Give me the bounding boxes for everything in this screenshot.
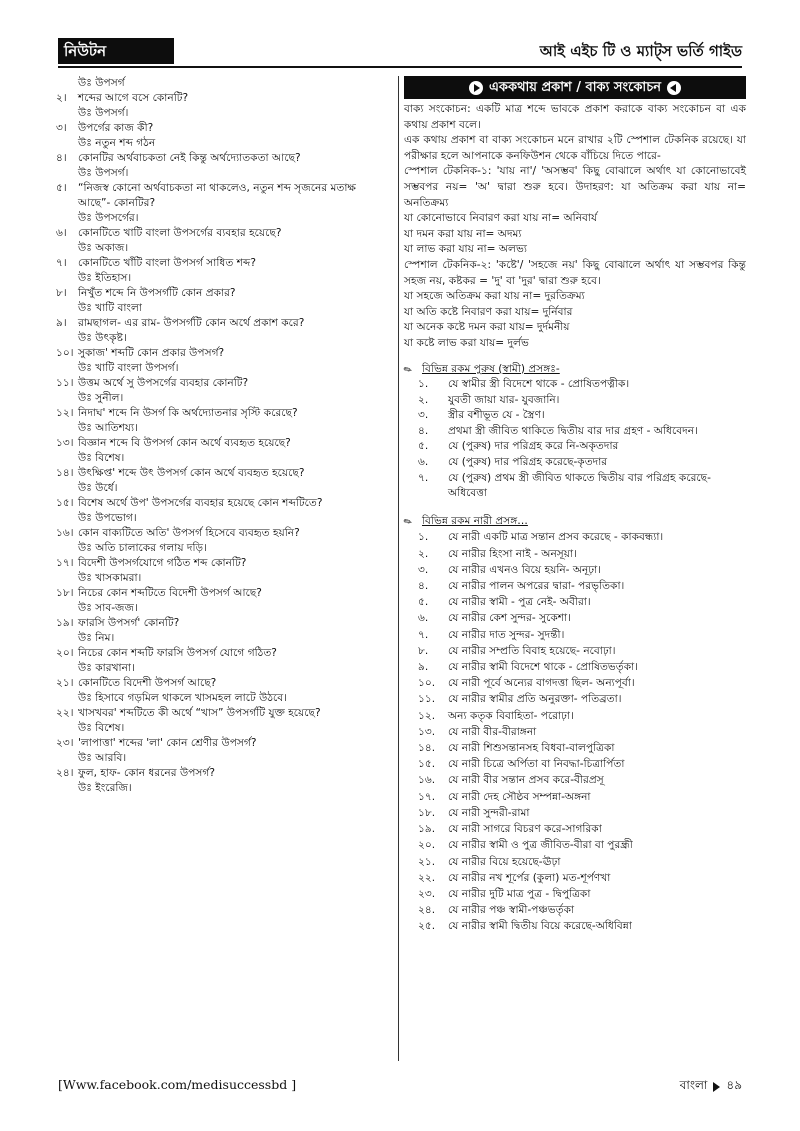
list-item — [404, 837, 746, 853]
question — [56, 121, 390, 136]
list-text: যে নারীর স্বামী বিদেশে থাকে - প্রোষিতভর্তৃকা। — [448, 661, 639, 674]
question-text: কোন বাক্যটিতে অতি' উপসর্গ হিসেবে ব্যবহৃত হয়নি? — [78, 527, 300, 539]
list-number: ১১. — [418, 693, 436, 706]
qa-item — [56, 181, 390, 226]
list-number: ৬. — [418, 612, 429, 625]
list-text: যে নারী শিশুসন্তানসহ বিধবা-বালপুত্রিকা — [448, 742, 615, 755]
question-text: নিদাঘ' শব্দে নি উসর্গ কি অর্থদ্যোতনার সৃস্টি করেছে? — [78, 407, 298, 419]
qa-item — [56, 556, 390, 586]
question-number: ২২। — [56, 707, 74, 719]
list-item — [404, 902, 746, 918]
list-item — [404, 610, 746, 626]
question-number: ১৯। — [56, 617, 74, 629]
question-text: বিজ্ঞান শব্দে বি উপসর্গ কোন অর্থে ব্যবহৃত হয়েছে? — [78, 437, 291, 449]
list-number: ১৫. — [418, 758, 436, 771]
list-text: অন্য কতৃক বিবাহিতা- পরোঢ়া। — [448, 709, 574, 722]
triangle-right-icon — [713, 1082, 720, 1092]
list-text: যে নারী চিত্রে অর্পিতা বা নিবদ্ধা-চিত্রার্পিতা — [448, 758, 625, 771]
list-item — [404, 408, 746, 424]
qa-item — [56, 286, 390, 316]
question — [56, 346, 390, 361]
list-number: ৫. — [418, 440, 429, 453]
question-text: কোনটিতে খাটি বাংলা উপসর্গের ব্যবহার হয়েছে? — [78, 227, 282, 239]
arrow-left-circle-icon — [667, 81, 681, 95]
list-item — [404, 789, 746, 805]
list-text: প্রথমা স্ত্রী জীবিত থাকিতে দ্বিতীয় বার দার গ্রহণ - অধিবেদন। — [448, 424, 698, 437]
question-number: ৮। — [56, 287, 67, 299]
intro-paragraph: যা দমন করা যায় না= অদম্য — [404, 227, 522, 240]
answer: উঃ উপসর্গ। — [78, 167, 129, 179]
qa-item — [56, 766, 390, 796]
question — [56, 226, 390, 241]
question-number: ১৭। — [56, 557, 74, 569]
list-text: যে নারীর স্বামী দ্বিতীয় বিয়ে করেছে-অধিবিন্না — [448, 920, 632, 933]
men-heading — [401, 362, 746, 378]
answer: উঃ বিশেষ। — [78, 722, 125, 734]
question — [56, 181, 390, 211]
question-number: ২৩। — [56, 737, 74, 749]
question-number: ১০। — [56, 347, 74, 359]
list-number: ৭. — [418, 628, 429, 641]
list-number: ২. — [418, 393, 429, 406]
answer: উঃ খাটি বাংলা উপসর্গ। — [78, 362, 179, 374]
list-item — [404, 594, 746, 610]
question — [56, 586, 390, 601]
question-number: ২। — [56, 92, 67, 104]
question-text: নিচের কোন শব্দটি ফারসি উপসর্গ যোগে গঠিত? — [78, 647, 277, 659]
list-text: যে নারীর বিয়ে হয়েছে-ঊঢ়া — [448, 855, 561, 868]
answer: উঃ খাটি বাংলা — [78, 302, 142, 314]
question-number: ১২। — [56, 407, 74, 419]
question-number: ১৮। — [56, 587, 74, 599]
list-item — [404, 578, 746, 594]
question-number: ২০। — [56, 647, 74, 659]
answer: উঃ বিশেষ। — [78, 452, 125, 464]
list-number: ২৪. — [418, 904, 436, 917]
footer-page — [680, 1077, 742, 1097]
question — [56, 406, 390, 421]
question — [56, 646, 390, 661]
list-text: যে (পুরুষ) প্রথম স্ত্রী জীবিত থাকতে দ্বিতীয় বার পরিগ্রহ করেছে- অধিবেত্তা — [448, 471, 711, 500]
answer: উঃ উর্ধে। — [78, 482, 118, 494]
list-text: যে নারী বীর সন্তান প্রসব করে-বীরপ্রসূ — [448, 774, 604, 787]
arrow-right-circle-icon — [469, 81, 483, 95]
list-item — [404, 675, 746, 691]
women-heading-label: বিভিন্ন রকম নারী প্রসঙ্গ… — [422, 514, 528, 527]
answer: উঃ কারখানা। — [78, 662, 135, 674]
qa-item — [56, 646, 390, 676]
question-number: ৭। — [56, 257, 67, 269]
question-text: বিশেষ অর্থে উপ' উপসর্গের ব্যবহার হয়েছে কোন শব্দটিতে? — [78, 497, 323, 509]
question-text: কোনটিতে বিদেশী উপসর্গ আছে? — [78, 677, 217, 689]
section-banner-title: এককথায় প্রকাশ / বাক্য সংকোচন — [489, 80, 661, 95]
qa-item — [56, 406, 390, 436]
question-text: ফারসি উপসর্গ' কোনটি? — [78, 617, 180, 629]
qa-item — [56, 376, 390, 406]
list-text: যে (পুরুষ) দার পরিগ্রহ করেছে-কৃতদার — [448, 456, 608, 469]
qa-item — [56, 226, 390, 256]
list-item — [404, 471, 746, 502]
list-number: ৬. — [418, 456, 429, 469]
list-text: যে নারী দেহ সৌষ্ঠব সম্পন্না-অঙ্গনা — [448, 790, 591, 803]
list-number: ৫. — [418, 596, 429, 609]
column-divider — [398, 76, 399, 1061]
list-item — [404, 918, 746, 934]
question-text: কোনটিতে খাঁটি বাংলা উপসর্গ সাধিত শব্দ? — [78, 257, 256, 269]
question — [56, 286, 390, 301]
question — [56, 556, 390, 571]
question-text: উপর্গের কাজ কী? — [78, 122, 154, 134]
question — [56, 736, 390, 751]
list-number: ২৫. — [418, 920, 436, 933]
question — [56, 316, 390, 331]
left-column — [56, 76, 390, 796]
qa-item — [56, 496, 390, 526]
guide-title: আই এইচ টি ও ম্যাট্স ভর্তি গাইড — [539, 42, 742, 60]
question — [56, 436, 390, 451]
question-text: শব্দের আগে বসে কোনটি? — [78, 92, 189, 104]
list-text: যে নারীর পঞ্চ স্বামী-পঞ্চভর্তৃকা — [448, 904, 575, 917]
right-column — [401, 76, 746, 935]
lead-answer: উঃ উপসর্গ — [78, 77, 125, 89]
list-item — [404, 377, 746, 393]
answer: উঃ অতি চালাকের গলায় দড়ি। — [78, 542, 207, 554]
answer: উঃ আরবি। — [78, 752, 127, 764]
list-number: ১৯. — [418, 823, 436, 836]
list-item — [404, 854, 746, 870]
question-text: কোনটির অর্থবাচকতা নেই কিন্তু অর্থদ্যোতকতা আছে? — [78, 152, 301, 164]
answer: উঃ নিম। — [78, 632, 115, 644]
answer: উঃ হিসাবে গড়মিল থাকলে খাসমহল লাটে উঠবে। — [78, 692, 287, 704]
section-banner — [404, 76, 746, 99]
qa-item — [56, 91, 390, 121]
list-item — [404, 870, 746, 886]
answer: উঃ উপভোগ। — [78, 512, 137, 524]
question-number: ১১। — [56, 377, 74, 389]
answer: উঃ উৎকৃষ্ট। — [78, 332, 127, 344]
intro-paragraph: বাক্য সংকোচন: একটি মাত্র শব্দে ভাবকে প্রকাশ করাকে বাক্য সংকোচন বা এক কথায় প্রকাশ বলে। — [404, 103, 746, 131]
qa-item — [56, 676, 390, 706]
question-number: ৯। — [56, 317, 67, 329]
men-heading-label: বিভিন্ন রকম পুরুষ (স্বামী) প্রসঙ্গঃ- — [422, 362, 560, 375]
qa-item — [56, 706, 390, 736]
question-text: নিচের কোন শব্দটিতে বিদেশী উপসর্গ আছে? — [78, 587, 262, 599]
question-text: নিখুঁত শব্দে নি উপসর্গটি কোন প্রকার? — [78, 287, 236, 299]
brand-label: নিউটন — [58, 38, 174, 64]
list-text: যুবতী জায়া যার- যুবজানি। — [448, 393, 560, 406]
qa-item — [56, 736, 390, 766]
answer: উঃ খাসকামরা। — [78, 572, 142, 584]
answer: উঃ ইংরেজি। — [78, 782, 132, 794]
intro-paragraph: যা লাভ করা যায় না= অলভ্য — [404, 243, 527, 256]
list-text: যে স্বামীর স্ত্রী বিদেশে থাকে - প্রোষিতপত্নীক। — [448, 378, 630, 391]
list-number: ১৭. — [418, 790, 436, 803]
intro-paragraph: স্পেশাল টেকনিক-২: 'কষ্টে'/ 'সহজে নয়' কিছু বোঝালে অর্থাৎ যা সম্ভবপর কিন্তু সহজ নয়, কষ্টকর = 'দু' বা 'দুর' দ্বারা শুরু হবে। — [404, 258, 746, 287]
list-item — [404, 529, 746, 545]
answer: উঃ আতিশয্য। — [78, 422, 138, 434]
list-item — [404, 546, 746, 562]
question-text: রামছাগল- এর রাম- উপসর্গটি কোন অর্থে প্রকাশ করে? — [78, 317, 305, 329]
qa-item — [56, 346, 390, 376]
question — [56, 526, 390, 541]
list-item — [404, 562, 746, 578]
pencil-icon: ✎ — [401, 363, 415, 377]
question-text: উৎক্ষিপ্ত' শব্দে উৎ উপসর্গ কোন অর্থে ব্যবহৃত হয়েছে? — [78, 467, 305, 479]
question-text: ফুল, হাফ- কোন ধরনের উপসর্গ? — [78, 767, 215, 779]
question-list — [56, 91, 390, 796]
list-text: যে নারীর পালন অপরের দ্বারা- পরভৃতিকা। — [448, 580, 625, 593]
question-text: 'লাপাত্তা' শব্দের 'লা' কোন শ্রেণীর উপসর্গ? — [78, 737, 257, 749]
list-item — [404, 643, 746, 659]
header-rule — [58, 66, 742, 68]
question — [56, 91, 390, 106]
question — [56, 676, 390, 691]
question — [56, 151, 390, 166]
list-item — [404, 627, 746, 643]
list-number: ২৩. — [418, 887, 436, 900]
list-number: ৯. — [418, 661, 429, 674]
question-text: বিদেশী উপসর্গযোগে গঠিত শব্দ কোনটি? — [78, 557, 247, 569]
list-text: যে নারীর কেশ সুন্দর- সুকেশা। — [448, 612, 571, 625]
list-number: ৩. — [418, 409, 429, 422]
question — [56, 376, 390, 391]
list-text: যে নারীর নখ শূর্পের (কুলা) মত-শূর্পণখা — [448, 871, 611, 884]
question — [56, 256, 390, 271]
answer: উঃ সুনীল। — [78, 392, 124, 404]
list-number: ২. — [418, 547, 429, 560]
question — [56, 496, 390, 511]
question-text: সুকাজ' শব্দটি কোন প্রকার উপসর্গ? — [78, 347, 225, 359]
list-text: যে নারীর সম্প্রতি বিবাহ হয়েছে- নবোঢ়া। — [448, 644, 616, 657]
question-number: ১৪। — [56, 467, 74, 479]
question-text: খাসখবর' শব্দটিতে কী অর্থে “খাস” উপসর্গটি যুক্ত হয়েছে? — [78, 707, 321, 719]
question — [56, 766, 390, 781]
list-number: ৭. — [418, 471, 429, 484]
question-number: ১৬। — [56, 527, 74, 539]
list-number: ১৮. — [418, 806, 436, 819]
answer: উঃ ইতিহাস। — [78, 272, 132, 284]
qa-item — [56, 586, 390, 616]
list-text: যে নারীর স্বামীর প্রতি অনুরক্তা- পতিব্রতা। — [448, 693, 622, 706]
intro-paragraph: স্পেশাল টেকনিক-১: 'যায় না'/ 'অসম্ভব' কিছু বোঝালে অর্থাৎ যা কোনোভাবেই সম্ভবপর নয়= 'অ' দ্বারা শুরু হবে। উদাহরণ: যা অতিক্রম করা যায় না= অনতিক্রম্য — [404, 165, 746, 209]
qa-item — [56, 436, 390, 466]
answer: উঃ নতুন শব্দ গঠন — [78, 137, 156, 149]
list-number: ১২. — [418, 709, 436, 722]
list-item — [404, 805, 746, 821]
list-item — [404, 455, 746, 471]
question — [56, 466, 390, 481]
list-number: ১৩. — [418, 725, 436, 738]
list-number: ২০. — [418, 839, 436, 852]
list-number: ১৪. — [418, 742, 436, 755]
men-list — [404, 377, 746, 502]
intro-paragraph: যা কষ্টে লাভ করা যায়= দুর্লভ — [404, 336, 529, 349]
intro-paragraph: যা কোনোভাবে নিবারণ করা যায় না= অনিবার্য — [404, 212, 598, 225]
qa-item — [56, 526, 390, 556]
question-number: ১৩। — [56, 437, 74, 449]
qa-item — [56, 121, 390, 151]
list-text: যে নারীর স্বামী - পুত্র নেই- অবীরা। — [448, 596, 591, 609]
question-text: উত্তম অর্থে সু উপসর্গের ব্যবহার কোনটি? — [78, 377, 249, 389]
question-number: ২১। — [56, 677, 74, 689]
list-item — [404, 708, 746, 724]
list-number: ১. — [418, 378, 429, 391]
question-number: ৩। — [56, 122, 67, 134]
list-item — [404, 724, 746, 740]
list-item — [404, 772, 746, 788]
list-item — [404, 886, 746, 902]
list-number: ৮. — [418, 644, 429, 657]
list-item — [404, 691, 746, 707]
intro-paragraph: যা অনেক কষ্টে দমন করা যায়= দুর্দমনীয় — [404, 321, 570, 334]
list-item — [404, 659, 746, 675]
qa-item — [56, 616, 390, 646]
women-list — [404, 529, 746, 934]
question-text: “নিজস্ব কোনো অর্থবাচকতা না থাকলেও, নতুন শব্দ সৃজনের মতাক্ষ আছে”- কোনটির? — [78, 182, 357, 209]
question-number: ৪। — [56, 152, 67, 164]
list-number: ২২. — [418, 871, 436, 884]
list-text: যে নারীর দাত সুন্দর- সুদন্তী। — [448, 628, 565, 641]
list-text: যে নারীর স্বামী ও পুত্র জীবিত-বীরা বা পুরন্ধ্রী — [448, 839, 633, 852]
answer: উঃ উপসর্গ। — [78, 107, 129, 119]
page-number: ৪৯ — [726, 1078, 742, 1092]
list-text: যে নারীর দুটি মাত্র পুত্র - দ্বিপুত্রিকা — [448, 887, 591, 900]
list-number: ১৬. — [418, 774, 436, 787]
list-number: ১. — [418, 531, 429, 544]
list-text: যে নারী পূর্বে অন্যের বাগদত্তা ছিল- অন্যপূর্বা। — [448, 677, 635, 690]
intro-paragraph: যা সহজে অতিক্রম করা যায় না= দুরতিক্রম্য — [404, 290, 585, 303]
list-text: যে (পুরুষ) দার পরিগ্রহ করে নি-অকৃতদার — [448, 440, 619, 453]
list-item — [404, 393, 746, 409]
list-text: যে নারীর হিংসা নাই - অনসূয়া। — [448, 547, 577, 560]
answer: উঃ সাব-জজ। — [78, 602, 138, 614]
list-number: ১০. — [418, 677, 436, 690]
list-text: যে নারী সুন্দরী-রামা — [448, 806, 530, 819]
footer-link[interactable]: [Www.facebook.com/medisuccessbd ] — [58, 1077, 297, 1092]
question-number: ২৪। — [56, 767, 74, 779]
list-text: যে নারী বীর-বীরাঙ্গনা — [448, 725, 537, 738]
list-item — [404, 740, 746, 756]
list-number: ৩. — [418, 563, 429, 576]
list-number: ৪. — [418, 580, 429, 593]
qa-item — [56, 316, 390, 346]
question-number: ৫। — [56, 182, 67, 194]
list-number: ২১. — [418, 855, 436, 868]
question — [56, 616, 390, 631]
list-number: ৪. — [418, 424, 429, 437]
pencil-icon: ✎ — [401, 515, 415, 530]
footer-subject: বাংলা — [679, 1078, 708, 1092]
answer: উঃ উপসর্গের। — [78, 212, 139, 224]
qa-item — [56, 151, 390, 181]
list-item — [404, 439, 746, 455]
intro-text — [404, 102, 746, 352]
list-item — [404, 756, 746, 772]
list-text: স্ত্রীর বশীভূত যে - স্ত্রৈণ। — [448, 409, 545, 422]
intro-paragraph: এক কথায় প্রকাশ বা বাক্য সংকোচন মনে রাখার ২টি স্পেশাল টেকনিক রয়েছে। যা পরীক্ষার হলে আপনাকে কনফিউশন থেকে বাঁচিয়ে দিতে পারে- — [404, 134, 746, 162]
list-text: যে নারী একটি মাত্র সন্তান প্রসব করেছে - কাকবন্ধ্যা। — [448, 531, 664, 544]
qa-item — [56, 256, 390, 286]
question — [56, 706, 390, 721]
intro-paragraph: যা অতি কষ্টে নিবারণ করা যায়= দুর্নিবার — [404, 305, 573, 318]
question-number: ১৫। — [56, 497, 74, 509]
list-item — [404, 424, 746, 440]
question-number: ৬। — [56, 227, 67, 239]
list-text: যে নারীর এখনও বিয়ে হয়নি- অনূঢ়া। — [448, 563, 601, 576]
women-heading — [401, 514, 746, 530]
answer: উঃ অকাজ। — [78, 242, 129, 254]
list-item — [404, 821, 746, 837]
list-text: যে নারী সাগরে বিচরণ করে-সাগরিকা — [448, 823, 602, 836]
qa-item — [56, 466, 390, 496]
